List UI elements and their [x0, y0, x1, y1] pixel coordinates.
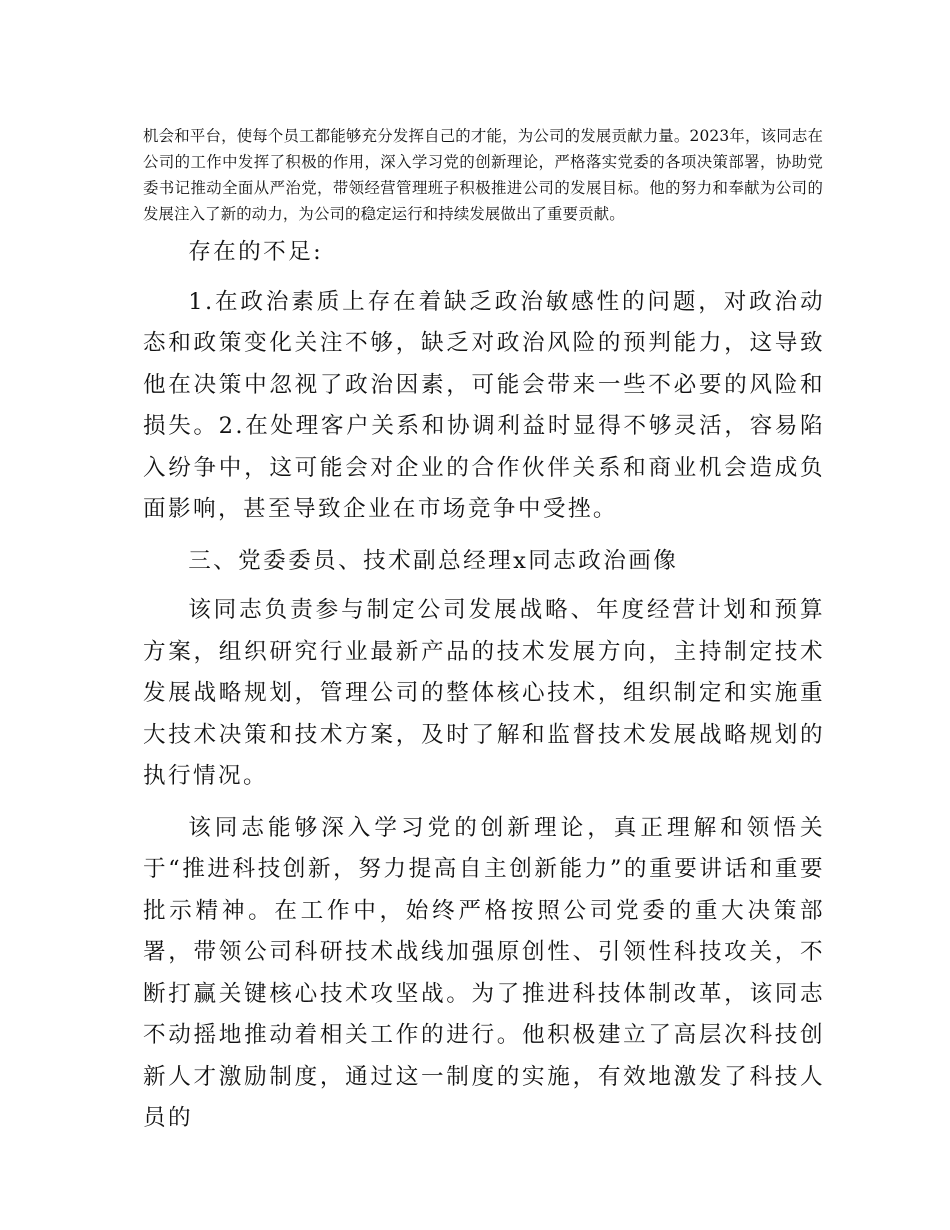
section-three-paragraph-1: 该同志负责参与制定公司发展战略、年度经营计划和预算方案，组织研究行业最新产品的技术发展方向，主持制定技术发展战略规划，管理公司的整体核心技术，组织制定和实施重大技术决策和技术方案，及时了解和监督技术发展战略规划的执行情况。: [143, 597, 825, 789]
section-three-paragraph-2: 该同志能够深入学习党的创新理论，真正理解和领悟关于“推进科技创新，努力提高自主创新能力”的重要讲话和重要批示精神。在工作中，始终严格按照公司党委的重大决策部署，带领公司科研技术战线加强原创性、引领性科技攻关，不断打赢关键核心技术攻坚战。为了推进科技体制改革，该同志不动摇地推动着相关工作的进行。他积极建立了高层次科技创新人才激励制度，通过这一制度的实施，有效地激发了科技人员的: [143, 814, 825, 1131]
section-three-heading: 三、党委委员、技术副总经理x同志政治画像: [188, 547, 679, 574]
document-body: [143, 232, 825, 1150]
shortcomings-paragraph: 1.在政治素质上存在着缺乏政治敏感性的问题，对政治动态和政策变化关注不够，缺乏对政治风险的预判能力，这导致他在决策中忽视了政治因素，可能会带来一些不必要的风险和损失。2.在处理客户关系和协调利益时显得不够灵活，容易陷入纷争中，这可能会对企业的合作伙伴关系和商业机会造成负面影响，甚至导致企业在市场竞争中受挫。: [143, 288, 825, 522]
continuation-paragraph: 机会和平台，使每个员工都能够充分发挥自己的才能，为公司的发展贡献力量。2023年，该同志在公司的工作中发挥了积极的作用，深入学习党的创新理论，严格落实党委的各项决策部署，协助党委书记推动全面从严治党，带领经营管理班子积极推进公司的发展目标。他的努力和奉献为公司的发展注入了新的动力，为公司的稳定运行和持续发展做出了重要贡献。: [143, 127, 823, 224]
shortcomings-heading: 存在的不足:: [188, 239, 324, 265]
